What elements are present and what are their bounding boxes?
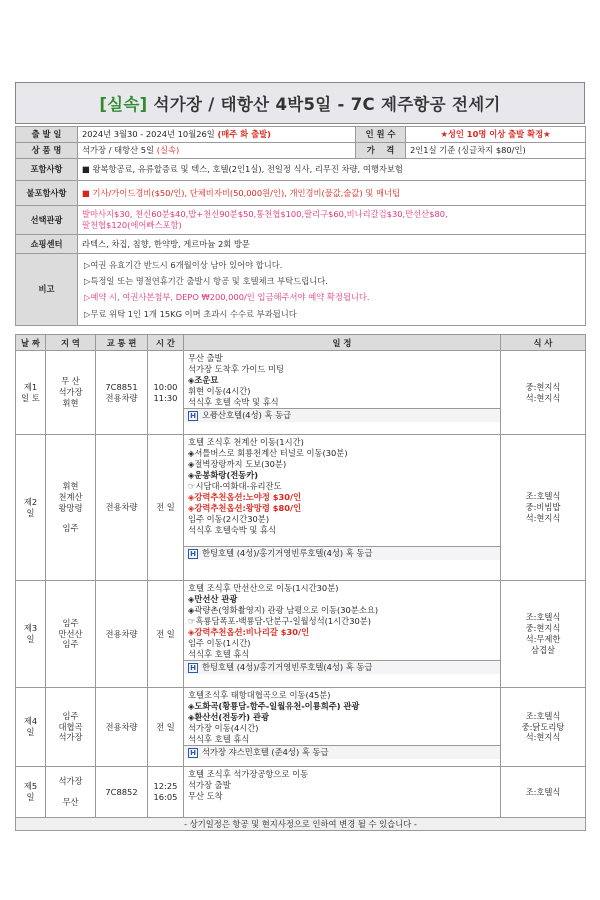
hotel-icon: H: [188, 663, 198, 673]
plan-line: ◈셔틀버스로 회룡천계산 터널로 이동(30분): [188, 448, 348, 458]
transport-cell: 전용차량: [96, 688, 148, 767]
hotel-row: [184, 408, 500, 422]
region-line: 대협곡: [58, 721, 83, 732]
transport-line: 7C8851: [105, 381, 138, 392]
plan-line: 휘현 이동(4시간): [188, 386, 251, 396]
schedule-footer: - 상기일정은 항공 및 현지사정으로 인하여 변경 될 수 있습니다 -: [16, 818, 586, 831]
plan-line: ◈강력추천옵션:노야정 $30/인: [188, 492, 302, 502]
plan-line: ◈운봉화랑(전동카): [188, 470, 259, 480]
table-row: [16, 581, 586, 688]
day-cell: 제2일: [16, 435, 46, 581]
transport-cell: 전용차량: [96, 435, 148, 581]
time-line: 12:25: [153, 781, 178, 792]
time-line: 16:05: [153, 792, 178, 802]
option-label: 선택관광: [16, 206, 78, 235]
hotel-text: 한팅호텔 (4성)/홍기거영빈루호텔(4성) 혹 동급: [202, 548, 373, 558]
region-cell: [46, 688, 96, 767]
region-line: 석가장: [58, 776, 83, 787]
note-label: 비고: [16, 254, 78, 326]
plan-line: 호텔조식후 태항대협곡으로 이동(45분): [188, 690, 331, 700]
plan-line: 석식후 호텔 휴식: [188, 734, 250, 744]
shop-label: 쇼핑센터: [16, 235, 78, 254]
note-item: ▷예약 시, 여권사본첨부, DEPO ₩200,000/인 입금해주셔야 예약 확정됩니다.: [84, 292, 370, 303]
page-title: [15, 82, 585, 124]
pax-value: ★성인 10명 이상 출발 확정★: [406, 127, 586, 143]
product-value: 석가장 / 태항산 5일: [82, 145, 155, 156]
plan-cell: [184, 581, 501, 688]
plan-cell: [184, 435, 501, 581]
region-line: 만선산: [58, 628, 83, 639]
hotel-row: [184, 660, 500, 674]
exclude-label: 불포함사항: [16, 181, 78, 206]
plan-line: 석가장 이동(4시간): [188, 723, 259, 733]
meals-cell: [501, 581, 586, 688]
hotel-text: 석가장 쟈스민호텔 (준4성) 혹 동급: [202, 747, 329, 757]
hotel-icon: H: [188, 411, 198, 421]
note-cell: [78, 254, 586, 326]
plan-line: ◈강력추천옵션:왕망령 $80/인: [188, 503, 302, 513]
header-meals: 식 사: [501, 335, 586, 351]
region-line: 임주: [62, 523, 79, 534]
region-cell: [46, 435, 96, 581]
plan-line: ◈강력추천옵션:비나리갈 $30/인: [188, 627, 310, 637]
table-row: [16, 351, 586, 435]
region-line: 석가장: [58, 732, 83, 743]
depart-cell: [78, 127, 356, 143]
option-line-1: 발마사지$30, 천신60분$40,밥+천신90분$50,통천협$100,팔리구$60,비나리갈검$30,만선산$80,: [82, 209, 448, 220]
depart-value: 2024년 3월30 - 2024년 10월26일: [82, 129, 215, 140]
hotel-text: 오퓽산호텔(4성) 혹 동급: [202, 410, 292, 420]
plan-line: 호텔 조식후 만선산으로 이동(1시간30분): [188, 583, 339, 593]
plan-line: 석가장 도착후 가이드 미팅: [188, 364, 285, 374]
meal-line: 조:호텔식: [525, 491, 561, 502]
time-cell: [148, 351, 184, 435]
meals-cell: [501, 435, 586, 581]
transport-cell: 전용차량: [96, 581, 148, 688]
plan-line: 호텔 조식후 석가장공항으로 이동: [188, 769, 309, 779]
table-row: [16, 435, 586, 581]
table-row: [16, 767, 586, 818]
header-region: 지 역: [46, 335, 96, 351]
day-cell: 제4일: [16, 688, 46, 767]
meal-line: 석:현지식: [525, 392, 561, 403]
meal-line: 조:호텔식: [525, 612, 561, 623]
title-text: 석가장 / 태항산 4박5일 - 7C 제주항공 전세기: [153, 95, 501, 114]
region-line: [50, 787, 91, 797]
plan-line: 임주 이동(1시간): [188, 638, 251, 648]
transport-cell: 7C8852: [96, 767, 148, 818]
region-line: 휘현: [62, 397, 79, 408]
plan-line: ◈조운묘: [188, 375, 219, 385]
plan-line: 석가장 출발: [188, 780, 231, 790]
region-line: 임주: [62, 710, 79, 721]
plan-line: 호텔 조식후 천계산 이동(1시간): [188, 437, 304, 447]
note-item: ▷여권 유효기간 반드시 6개월이상 남아 있어야 합니다.: [84, 260, 283, 270]
plan-line: ☞흑룡담폭포-백룡담-단분구-일월성석(1시간30분): [188, 616, 371, 626]
header-plan: 일 정: [184, 335, 501, 351]
meal-line: 중:현지식: [525, 623, 561, 634]
plan-line: 무산 도착: [188, 791, 223, 801]
product-label: 상 품 명: [16, 143, 78, 159]
note-item: ▷특정일 또는 명절연휴기간 출발시 항공 및 호텔체크 부탁드립니다.: [84, 276, 328, 287]
time-line: 10:00: [153, 381, 178, 392]
price-value: 2인1실 기준 (싱글차지 $80/인): [406, 143, 586, 159]
region-line: 천계산: [58, 491, 83, 502]
plan-line: ◈만선산 관광: [188, 594, 238, 604]
meal-line: 석:현지식: [525, 732, 561, 743]
region-line: 왕망령: [58, 502, 83, 513]
header-transport: 교 통 편: [96, 335, 148, 351]
meal-line: 중:현지식: [525, 381, 561, 392]
day-cell: 제3일: [16, 581, 46, 688]
transport-cell: [96, 351, 148, 435]
shop-value: 라텍스, 차집, 침향, 한약방, 게르마늄 2회 방문: [78, 235, 586, 254]
time-cell: 전 일: [148, 435, 184, 581]
region-line: 무산: [62, 797, 79, 807]
region-cell: [46, 581, 96, 688]
transport-line: 전용차량: [105, 392, 138, 403]
schedule-table: [15, 334, 586, 831]
region-line: 임주: [62, 639, 79, 650]
price-label-cell: [356, 143, 406, 159]
region-line: 임주: [62, 617, 79, 628]
plan-line: ◈도화곡(황룡담-함주-일월유천-이룡희주) 관광: [188, 701, 360, 711]
region-cell: [46, 351, 96, 435]
hotel-icon: H: [188, 549, 198, 559]
meal-line: 석:현지식: [525, 512, 561, 523]
region-line: 석가장: [58, 387, 83, 398]
table-row: [16, 688, 586, 767]
include-value: ■ 왕복항공료, 유류할증료 및 텍스, 호텔(2인1실), 전일정 식사, 리무진 차량, 여행자보험: [78, 159, 586, 181]
plan-cell: [184, 767, 501, 818]
region-line: 휘현: [62, 480, 79, 491]
plan-line: 석식후 호텔숙박 및 휴식: [188, 525, 277, 535]
time-line: 11:30: [153, 392, 178, 403]
price-prefix: 가: [366, 145, 375, 156]
hotel-row: [184, 546, 500, 560]
meals-cell: [501, 351, 586, 435]
plan-line: ◈곽량촌(영화촬영지) 관광 남평으로 이동(30분소요): [188, 605, 379, 615]
plan-cell: [184, 688, 501, 767]
include-label: 포함사항: [16, 159, 78, 181]
plan-line: ☞시담대-여화대-유리잔도: [188, 481, 282, 491]
region-cell: [46, 767, 96, 818]
note-item: ▷무료 위탁 1인 1개 15KG 이며 초과시 수수료 부과됩니다: [84, 308, 297, 319]
meal-line: 석:무제한: [525, 634, 561, 644]
hotel-icon: H: [188, 748, 198, 758]
plan-spacer: [188, 536, 496, 546]
time-cell: 전 일: [148, 688, 184, 767]
meal-line: 삼겹살: [530, 644, 556, 655]
price-label: 격: [386, 145, 395, 156]
option-cell: [78, 206, 586, 235]
exclude-value: ■ 기사/가이드경비($50/인), 단체비자비(50,000원/인), 개인경비(물값,술값) 및 매너팁: [78, 181, 586, 206]
hotel-row: [184, 745, 500, 759]
plan-line: 석식후 호텔 숙박 및 휴식: [188, 397, 279, 407]
info-table: [15, 126, 586, 326]
day-cell: 제5일: [16, 767, 46, 818]
plan-line: ◈환산선(전동카) 관광: [188, 712, 269, 722]
pax-label: 인 원 수: [356, 127, 406, 143]
option-line-2: 팔천협$120(에어빠스포함): [82, 220, 182, 230]
plan-line: ◈절벽장랑까지 도보(30분): [188, 459, 287, 469]
plan-cell: [184, 351, 501, 435]
product-note: (실속): [156, 145, 180, 156]
region-line: 무 산: [61, 376, 80, 387]
depart-label: 출 발 일: [16, 127, 78, 143]
depart-note: (매주 화 출발): [217, 129, 271, 140]
day-cell: 제1일 토: [16, 351, 46, 435]
meal-line: 조:호텔식: [525, 710, 561, 721]
plan-line: 무산 출발: [188, 353, 223, 363]
meal-line: 중:닭도리탕: [521, 721, 565, 732]
hotel-text: 한팅호텔 (4성)/홍기거영빈루호텔(4성) 혹 동급: [202, 662, 373, 672]
plan-line: 임주 이동(2시간30분): [188, 514, 270, 524]
meals-cell: 조:호텔식: [501, 767, 586, 818]
time-cell: 전 일: [148, 581, 184, 688]
region-line: [50, 513, 91, 523]
header-date: 날 짜: [16, 335, 46, 351]
time-cell: [148, 767, 184, 818]
product-cell: [78, 143, 356, 159]
plan-line: 석식후 호텔 휴식: [188, 649, 250, 659]
meal-line: 중:비빔밥: [525, 502, 561, 513]
header-time: 시 간: [148, 335, 184, 351]
title-tag: [실속]: [99, 95, 148, 114]
meals-cell: [501, 688, 586, 767]
